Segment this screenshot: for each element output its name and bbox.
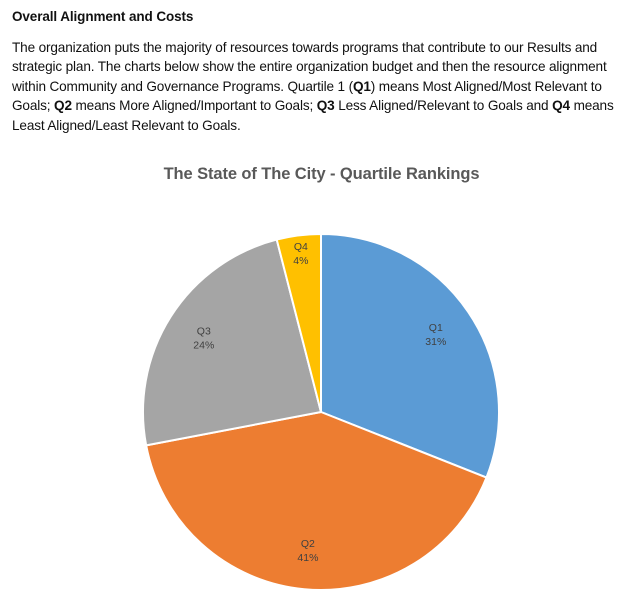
- slice-category-label: Q1: [428, 322, 443, 334]
- slice-category-label: Q4: [293, 241, 308, 254]
- paragraph-text: Less Aligned/Relevant to Goals and: [334, 98, 553, 114]
- paragraph-text: means Least Aligned/Least Relevant to Goals.: [12, 98, 614, 133]
- section-heading: Overall Alignment and Costs: [12, 9, 194, 24]
- chart-title: The State of The City - Quartile Rankings: [163, 165, 480, 183]
- quartile-term: Q3: [316, 98, 335, 114]
- slice-value-label: 31%: [425, 336, 447, 348]
- slice-category-label: Q2: [300, 538, 315, 551]
- slice-value-label: 24%: [193, 339, 215, 352]
- quartile-term: Q4: [552, 98, 570, 114]
- slice-category-label: Q3: [196, 325, 211, 338]
- quartile-term: Q2: [54, 98, 72, 114]
- paragraph-text: The organization puts the majority of resources towards programs that contribute to our Results and strategic plan. The charts below show the entire organization budget and then the resource alignment within Community and Governance Programs. Quartile 1 (: [12, 40, 607, 94]
- paragraph-text: means More Aligned/Important to Goals;: [71, 98, 317, 114]
- quartile-term: Q1: [352, 78, 371, 94]
- paragraph-text: ) means Most Aligned/Most Relevant to Goals;: [12, 78, 602, 114]
- slice-value-label: 4%: [293, 255, 309, 268]
- slice-value-label: 41%: [297, 552, 319, 565]
